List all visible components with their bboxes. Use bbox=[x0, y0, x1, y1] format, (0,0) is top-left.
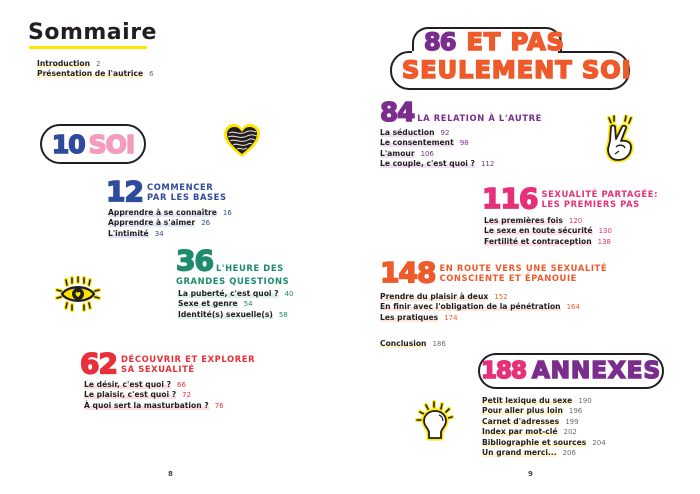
toc-entry[interactable]: Le sexe en toute sécurité 130 bbox=[484, 226, 612, 236]
toc-entry[interactable]: Apprendre à se connaître 16 bbox=[108, 208, 232, 217]
page-number: 8 bbox=[168, 470, 173, 478]
chapter-62-entries bbox=[84, 380, 224, 411]
toc-entry[interactable]: Le consentement 98 bbox=[380, 138, 469, 148]
chapter-84 bbox=[380, 100, 542, 126]
intro-list bbox=[37, 59, 154, 80]
lightbulb-icon bbox=[414, 400, 456, 442]
toc-entry[interactable]: En finir avec l'obligation de la pénétration 164 bbox=[380, 302, 580, 312]
part-badge-soi[interactable]: 10 SOI bbox=[40, 124, 146, 164]
toc-entry[interactable]: Bibliographie et sources 204 bbox=[482, 437, 606, 447]
toc-entry[interactable]: Le désir, c'est quoi ? 66 bbox=[84, 380, 186, 389]
annexes-entries bbox=[482, 396, 606, 458]
part-number: 86 bbox=[424, 28, 456, 56]
chapter-12-entries bbox=[108, 208, 232, 239]
page-title: Sommaire bbox=[28, 20, 157, 45]
chapter-36-entries bbox=[178, 289, 294, 320]
heart-icon bbox=[222, 123, 262, 159]
toc-entry[interactable]: Index par mot-clé 202 bbox=[482, 427, 577, 437]
part-badge-et-pas-seulement-soi[interactable]: 86 ET PAS SEULEMENT SOI bbox=[390, 27, 630, 90]
title-underline bbox=[29, 46, 147, 49]
toc-entry[interactable]: Apprendre à s'aimer 26 bbox=[108, 218, 211, 228]
toc-entry[interactable]: Les premières fois 120 bbox=[484, 216, 583, 225]
toc-entry[interactable]: La puberté, c'est quoi ? 40 bbox=[178, 289, 294, 298]
toc-entry[interactable]: Le couple, c'est quoi ? 112 bbox=[380, 159, 495, 169]
chapter-116: 116 SEXUALITÉ PARTAGÉE: LES PREMIERS PAS bbox=[482, 182, 659, 215]
chapter-number: 116 bbox=[482, 182, 538, 215]
chapter-148: 148 EN ROUTE VERS UNE SEXUALITÉ CONSCIENTE ET ÉPANOUIE bbox=[380, 256, 608, 289]
toc-entry[interactable]: Identité(s) sexuelle(s) 58 bbox=[178, 309, 288, 319]
page-number: 9 bbox=[528, 470, 533, 478]
toc-entry[interactable]: Fertilité et contraception 138 bbox=[484, 236, 612, 246]
chapter-title: DÉCOUVRIR ET EXPLORER bbox=[120, 354, 256, 364]
chapter-12: 12 COMMENCER PAR LES BASES bbox=[106, 175, 227, 208]
toc-entry[interactable]: La séduction 92 bbox=[380, 128, 450, 137]
chapter-number: 148 bbox=[380, 256, 436, 289]
chapter-84-entries bbox=[380, 128, 494, 170]
chapter-title: LA RELATION À L'AUTRE bbox=[417, 113, 542, 123]
part-title: SEULEMENT SOI bbox=[402, 56, 632, 84]
annexes-number: 188 bbox=[480, 357, 526, 384]
chapter-36: 36 L'HEURE DES GRANDES QUESTIONS bbox=[176, 244, 290, 286]
chapter-116-entries bbox=[484, 216, 612, 247]
chapter-title: SEXUALITÉ PARTAGÉE: bbox=[541, 189, 659, 199]
toc-entry[interactable]: Les pratiques 174 bbox=[380, 312, 458, 322]
toc-entry[interactable]: Prendre du plaisir à deux 152 bbox=[380, 292, 508, 301]
chapter-148-entries bbox=[380, 292, 580, 323]
conclusion-entry[interactable]: Conclusion 186 bbox=[380, 339, 446, 348]
toc-entry[interactable]: À quoi sert la masturbation ? 76 bbox=[84, 400, 224, 410]
toc-entry[interactable]: Présentation de l'autrice 6 bbox=[37, 69, 154, 79]
chapter-62: 62 DÉCOUVRIR ET EXPLORER SA SEXUALITÉ bbox=[80, 347, 256, 380]
toc-entry[interactable]: Pour aller plus loin 196 bbox=[482, 406, 583, 416]
toc-entry[interactable]: L'intimité 34 bbox=[108, 228, 164, 238]
toc-entry[interactable]: Le plaisir, c'est quoi ? 72 bbox=[84, 390, 192, 400]
chapter-number: 62 bbox=[80, 347, 117, 380]
toc-entry[interactable]: Carnet d'adresses 199 bbox=[482, 416, 579, 426]
eye-icon bbox=[54, 276, 102, 312]
chapter-number: 12 bbox=[106, 175, 143, 208]
annexes-title: ANNEXES bbox=[531, 357, 662, 384]
toc-entry[interactable]: Sexe et genre 54 bbox=[178, 299, 253, 309]
toc-entry[interactable]: L'amour 106 bbox=[380, 148, 434, 158]
toc-entry[interactable]: Introduction 2 bbox=[37, 59, 101, 68]
toc-entry[interactable]: Un grand merci... 206 bbox=[482, 448, 576, 458]
right-page bbox=[350, 0, 700, 494]
chapter-title: COMMENCER bbox=[146, 182, 214, 192]
peace-hand-icon bbox=[602, 115, 636, 163]
toc-entry[interactable]: Petit lexique du sexe 190 bbox=[482, 396, 592, 405]
chapter-title: EN ROUTE VERS UNE SEXUALITÉ bbox=[439, 263, 608, 273]
chapter-number: 84 bbox=[380, 98, 415, 128]
chapter-title: L'HEURE DES bbox=[215, 263, 284, 273]
annexes-badge[interactable] bbox=[478, 353, 664, 389]
chapter-number: 36 bbox=[176, 244, 213, 277]
